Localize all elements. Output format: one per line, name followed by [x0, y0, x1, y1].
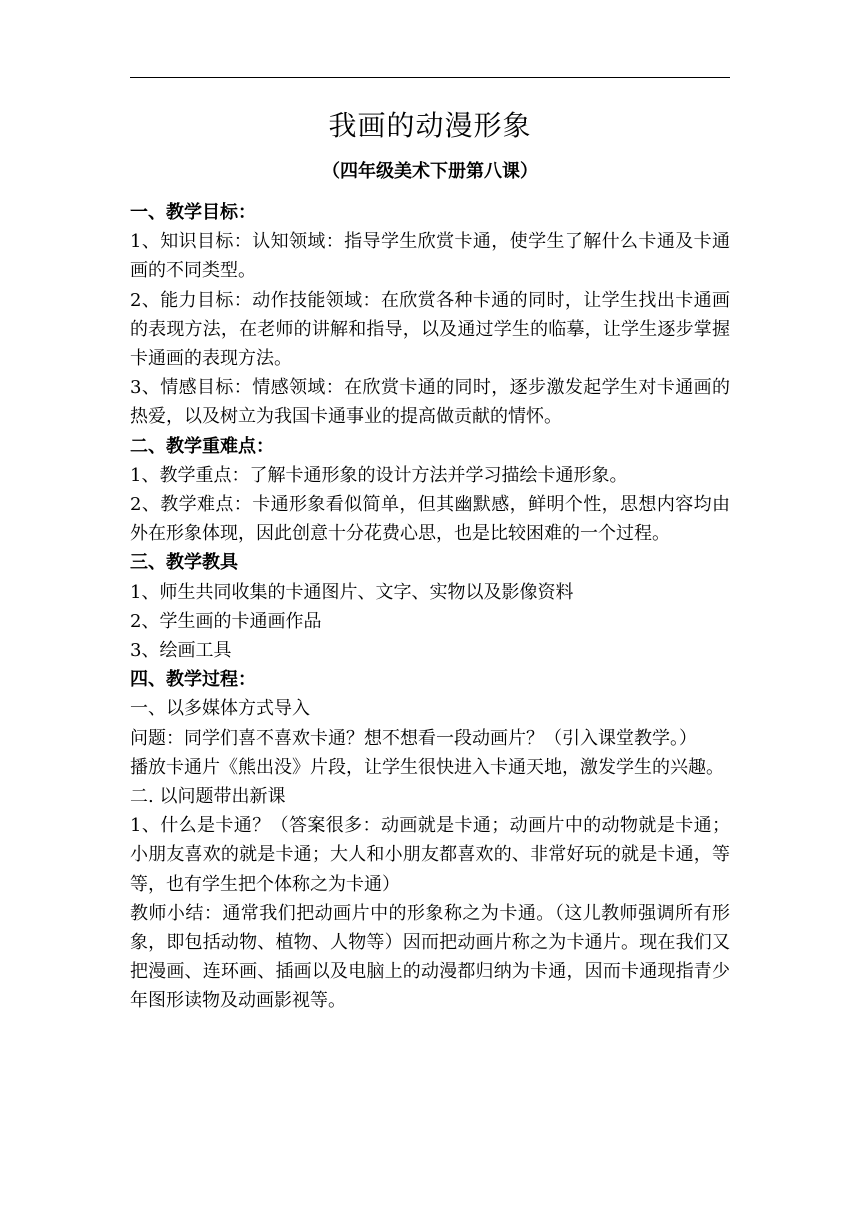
document-title: 我画的动漫形象: [328, 109, 532, 142]
document-subtitle: （四年级美术下册第八课）: [322, 161, 538, 182]
process-paragraph: 播放卡通片《熊出没》片段，让学生很快进入卡通天地，激发学生的兴趣。: [130, 756, 724, 778]
material-item: 1、师生共同收集的卡通图片、文字、实物以及影像资料: [130, 581, 574, 603]
key-point-difficulty: 2、教学难点：卡通形象看似简单，但其幽默感，鲜明个性，思想内容均由外在形象体现，因此创意十分花费心思，也是比较困难的一个过程。: [130, 494, 730, 545]
section-heading-key-points: 二、教学重难点：: [130, 435, 274, 457]
objective-emotion: 3、情感目标：情感领域：在欣赏卡通的同时，逐步激发起学生对卡通画的热爱，以及树立为我国卡通事业的提高做贡献的情怀。: [130, 377, 730, 428]
document-body: [130, 198, 730, 1016]
material-item: 2、学生画的卡通画作品: [130, 610, 322, 632]
header-rule: [130, 77, 730, 78]
section-heading-materials: 三、教学教具: [130, 552, 238, 574]
process-paragraph: 问题：同学们喜不喜欢卡通？想不想看一段动画片？（引入课堂教学。）: [130, 727, 697, 749]
key-point-focus: 1、教学重点：了解卡通形象的设计方法并学习描绘卡通形象。: [130, 464, 628, 486]
material-item: 3、绘画工具: [130, 640, 232, 662]
objective-ability: 2、能力目标：动作技能领域：在欣赏各种卡通的同时，让学生找出卡通画的表现方法，在老师的讲解和指导，以及通过学生的临摹，让学生逐步掌握卡通画的表现方法。: [130, 289, 730, 370]
section-heading-objectives: 一、教学目标：: [130, 202, 256, 223]
objective-knowledge: 1、知识目标：认知领域：指导学生欣赏卡通，使学生了解什么卡通及卡通画的不同类型。: [130, 231, 730, 282]
section-heading-process: 四、教学过程：: [130, 669, 256, 691]
process-step-title: 一、以多媒体方式导入: [130, 698, 310, 720]
process-step-title: 二. 以问题带出新课: [130, 786, 286, 808]
process-paragraph: 教师小结：通常我们把动画片中的形象称之为卡通。（这儿教师强调所有形象，即包括动物、植物、人物等）因而把动画片称之为卡通片。现在我们又把漫画、连环画、插画以及电脑上的动漫都归纳为卡通，因而卡通现指青少年图形读物及动画影视等。: [130, 902, 730, 1012]
process-paragraph: 1、什么是卡通？（答案很多：动画就是卡通；动画片中的动物就是卡通；小朋友喜欢的就是卡通；大人和小朋友都喜欢的、非常好玩的就是卡通，等等，也有学生把个体称之为卡通）: [130, 815, 730, 895]
